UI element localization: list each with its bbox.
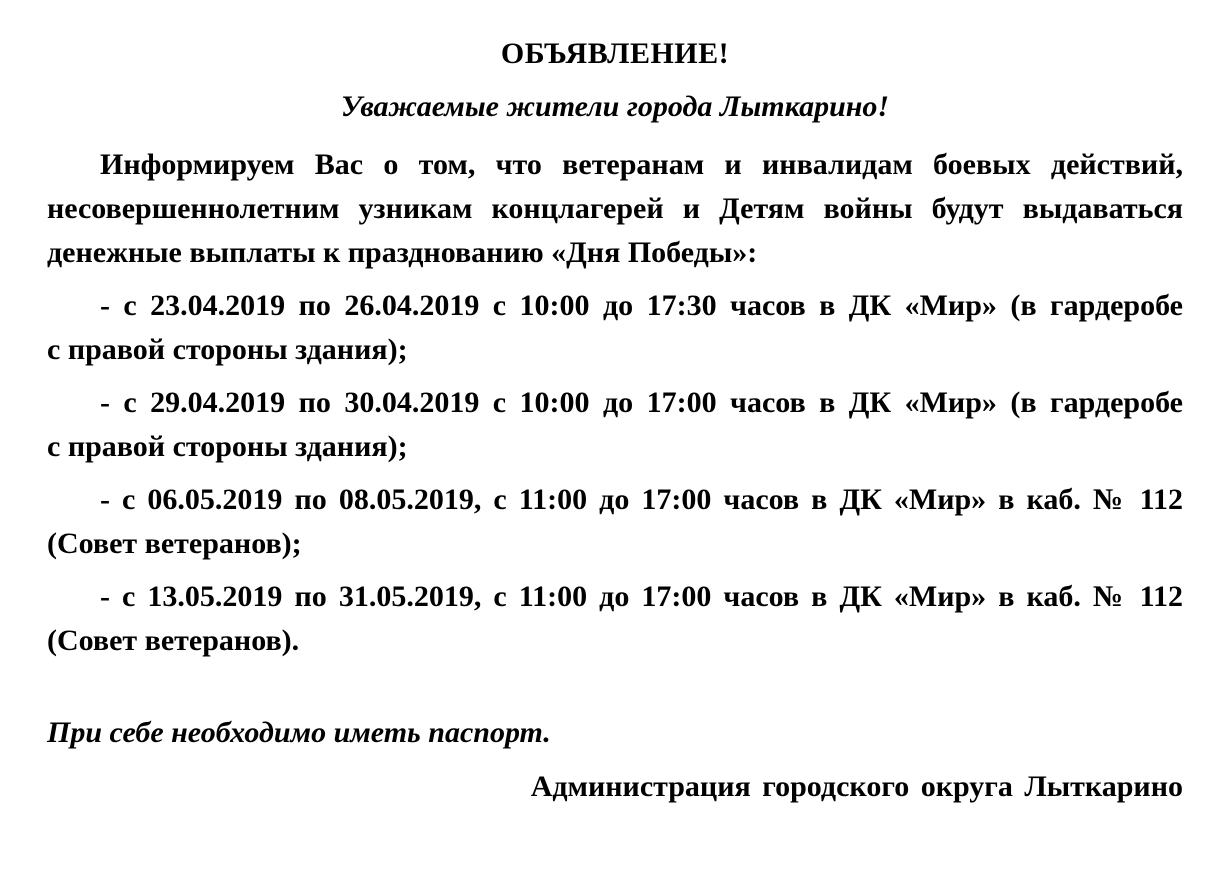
schedule-item-4-line-1: - с 13.05.2019 по 31.05.2019, с 11:00 до 17:00 часов в ДК «Мир» в каб. № 112 [100,580,1183,613]
intro-line-2: несовершеннолетним узникам концлагерей и Детям войны будут выдаваться [47,192,1183,225]
schedule-item-1-line-2: с правой стороны здания); [47,333,408,366]
schedule-item-2-line-2: с правой стороны здания); [47,430,408,463]
document-title: ОБЪЯВЛЕНИЕ! [500,37,730,70]
passport-note: При себе необходимо иметь паспорт. [47,716,551,749]
schedule-item-3-line-1: - с 06.05.2019 по 08.05.2019, с 11:00 до 17:00 часов в ДК «Мир» в каб. № 112 [100,483,1183,516]
signature-line: Администрация городского округа Лыткарино [530,770,1183,803]
schedule-item-1 [47,284,1183,372]
schedule-item-4-line-2: (Совет ветеранов). [47,624,300,657]
schedule-item-1-line-1: - с 23.04.2019 по 26.04.2019 с 10:00 до 17:30 часов в ДК «Мир» (в гардеробе [100,289,1183,322]
intro-paragraph [47,143,1183,275]
announcement-document [0,32,1229,886]
intro-line-1: Информируем Вас о том, что ветеранам и инвалидам боевых действий, [100,148,1183,181]
schedule-item-3 [47,478,1183,566]
greeting-line: Уважаемые жители города Лыткарино! [340,90,890,123]
schedule-item-3-line-2: (Совет ветеранов); [47,527,302,560]
schedule-item-4 [47,575,1183,663]
schedule-item-2 [47,381,1183,469]
intro-line-3: денежные выплаты к празднованию «Дня Победы»: [47,236,758,269]
schedule-item-2-line-1: - с 29.04.2019 по 30.04.2019 с 10:00 до 17:00 часов в ДК «Мир» (в гардеробе [100,386,1183,419]
